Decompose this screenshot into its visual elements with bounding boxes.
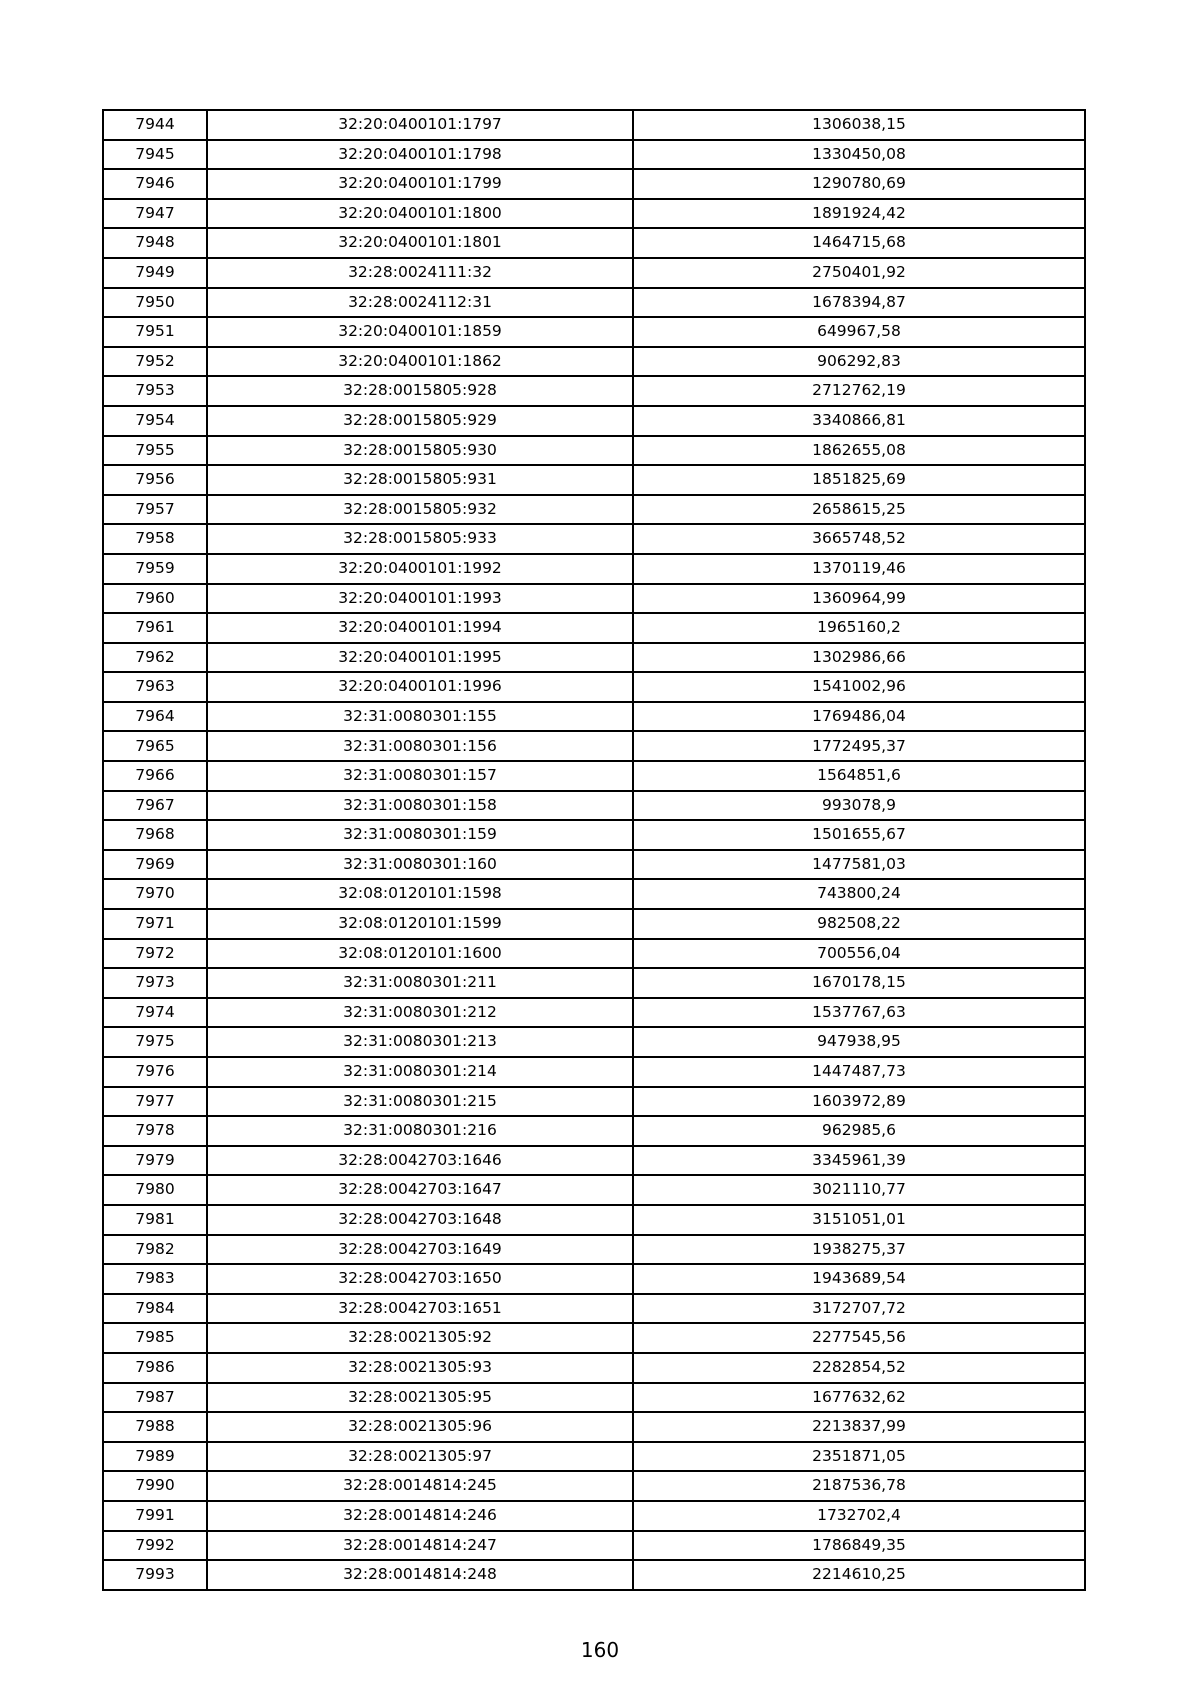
- table-row: [103, 317, 1085, 347]
- row-number-cell: 7958: [103, 524, 207, 554]
- row-number-cell: 7949: [103, 258, 207, 288]
- value-cell: 1732702,4: [633, 1501, 1085, 1531]
- cadastral-number-cell: 32:28:0014814:246: [207, 1501, 633, 1531]
- cadastral-number-cell: 32:28:0042703:1651: [207, 1294, 633, 1324]
- table-row: [103, 1264, 1085, 1294]
- row-number-cell: 7962: [103, 643, 207, 673]
- table-row: [103, 939, 1085, 969]
- value-cell: 1302986,66: [633, 643, 1085, 673]
- cadastral-number-cell: 32:20:0400101:1992: [207, 554, 633, 584]
- row-number-cell: 7985: [103, 1323, 207, 1353]
- cadastral-number-cell: 32:28:0042703:1646: [207, 1146, 633, 1176]
- table-row: [103, 495, 1085, 525]
- cadastral-number-cell: 32:20:0400101:1996: [207, 672, 633, 702]
- row-number-cell: 7979: [103, 1146, 207, 1176]
- row-number-cell: 7972: [103, 939, 207, 969]
- cadastral-number-cell: 32:28:0014814:248: [207, 1560, 633, 1590]
- table-row: [103, 554, 1085, 584]
- row-number-cell: 7980: [103, 1175, 207, 1205]
- cadastral-number-cell: 32:28:0015805:930: [207, 436, 633, 466]
- cadastral-number-cell: 32:31:0080301:158: [207, 791, 633, 821]
- table-row: [103, 288, 1085, 318]
- cadastral-number-cell: 32:20:0400101:1859: [207, 317, 633, 347]
- value-cell: 1360964,99: [633, 584, 1085, 614]
- table-row: [103, 702, 1085, 732]
- value-cell: 1938275,37: [633, 1235, 1085, 1265]
- cadastral-number-cell: 32:20:0400101:1995: [207, 643, 633, 673]
- row-number-cell: 7944: [103, 110, 207, 140]
- value-cell: 3665748,52: [633, 524, 1085, 554]
- table-row: [103, 1294, 1085, 1324]
- row-number-cell: 7967: [103, 791, 207, 821]
- row-number-cell: 7946: [103, 169, 207, 199]
- value-cell: 2214610,25: [633, 1560, 1085, 1590]
- value-cell: 982508,22: [633, 909, 1085, 939]
- cadastral-number-cell: 32:31:0080301:216: [207, 1116, 633, 1146]
- cadastral-number-cell: 32:28:0042703:1647: [207, 1175, 633, 1205]
- row-number-cell: 7970: [103, 879, 207, 909]
- row-number-cell: 7974: [103, 998, 207, 1028]
- value-cell: 906292,83: [633, 347, 1085, 377]
- table-row: [103, 258, 1085, 288]
- value-cell: 2187536,78: [633, 1471, 1085, 1501]
- cadastral-number-cell: 32:08:0120101:1600: [207, 939, 633, 969]
- value-cell: 3151051,01: [633, 1205, 1085, 1235]
- value-cell: 1290780,69: [633, 169, 1085, 199]
- cadastral-number-cell: 32:31:0080301:156: [207, 731, 633, 761]
- table-row: [103, 584, 1085, 614]
- table-row: [103, 376, 1085, 406]
- value-cell: 2213837,99: [633, 1412, 1085, 1442]
- value-cell: 1330450,08: [633, 140, 1085, 170]
- value-cell: 3345961,39: [633, 1146, 1085, 1176]
- row-number-cell: 7993: [103, 1560, 207, 1590]
- cadastral-number-cell: 32:08:0120101:1598: [207, 879, 633, 909]
- row-number-cell: 7966: [103, 761, 207, 791]
- table-row: [103, 672, 1085, 702]
- cadastral-number-cell: 32:31:0080301:157: [207, 761, 633, 791]
- value-cell: 993078,9: [633, 791, 1085, 821]
- table-row: [103, 1175, 1085, 1205]
- row-number-cell: 7969: [103, 850, 207, 880]
- row-number-cell: 7984: [103, 1294, 207, 1324]
- value-cell: 1769486,04: [633, 702, 1085, 732]
- value-cell: 1501655,67: [633, 820, 1085, 850]
- table-row: [103, 1471, 1085, 1501]
- value-cell: 1862655,08: [633, 436, 1085, 466]
- row-number-cell: 7987: [103, 1383, 207, 1413]
- value-cell: 743800,24: [633, 879, 1085, 909]
- value-cell: 962985,6: [633, 1116, 1085, 1146]
- row-number-cell: 7945: [103, 140, 207, 170]
- row-number-cell: 7964: [103, 702, 207, 732]
- table-row: [103, 199, 1085, 229]
- table-row: [103, 791, 1085, 821]
- cadastral-number-cell: 32:31:0080301:211: [207, 968, 633, 998]
- table-row: [103, 850, 1085, 880]
- table-row: [103, 1235, 1085, 1265]
- value-cell: 2658615,25: [633, 495, 1085, 525]
- row-number-cell: 7982: [103, 1235, 207, 1265]
- value-cell: 700556,04: [633, 939, 1085, 969]
- cadastral-number-cell: 32:20:0400101:1797: [207, 110, 633, 140]
- table-row: [103, 228, 1085, 258]
- value-cell: 1786849,35: [633, 1531, 1085, 1561]
- cadastral-number-cell: 32:08:0120101:1599: [207, 909, 633, 939]
- row-number-cell: 7947: [103, 199, 207, 229]
- table-row: [103, 1146, 1085, 1176]
- row-number-cell: 7977: [103, 1087, 207, 1117]
- table-row: [103, 968, 1085, 998]
- cadastral-number-cell: 32:20:0400101:1993: [207, 584, 633, 614]
- value-cell: 2351871,05: [633, 1442, 1085, 1472]
- table-row: [103, 1531, 1085, 1561]
- value-cell: 1965160,2: [633, 613, 1085, 643]
- table-row: [103, 406, 1085, 436]
- table-row: [103, 1560, 1085, 1590]
- cadastral-number-cell: 32:20:0400101:1862: [207, 347, 633, 377]
- table-row: [103, 879, 1085, 909]
- table-row: [103, 347, 1085, 377]
- cadastral-number-cell: 32:31:0080301:213: [207, 1027, 633, 1057]
- table-row: [103, 140, 1085, 170]
- cadastral-number-cell: 32:28:0042703:1648: [207, 1205, 633, 1235]
- cadastral-number-cell: 32:28:0015805:929: [207, 406, 633, 436]
- cadastral-number-cell: 32:28:0014814:247: [207, 1531, 633, 1561]
- row-number-cell: 7986: [103, 1353, 207, 1383]
- table-row: [103, 761, 1085, 791]
- row-number-cell: 7953: [103, 376, 207, 406]
- table-row: [103, 524, 1085, 554]
- row-number-cell: 7988: [103, 1412, 207, 1442]
- table-row: [103, 643, 1085, 673]
- value-cell: 1678394,87: [633, 288, 1085, 318]
- row-number-cell: 7991: [103, 1501, 207, 1531]
- cadastral-number-cell: 32:28:0042703:1649: [207, 1235, 633, 1265]
- cadastral-number-cell: 32:20:0400101:1800: [207, 199, 633, 229]
- value-cell: 2277545,56: [633, 1323, 1085, 1353]
- value-cell: 1564851,6: [633, 761, 1085, 791]
- cadastral-number-cell: 32:28:0015805:932: [207, 495, 633, 525]
- value-cell: 2750401,92: [633, 258, 1085, 288]
- cadastral-number-cell: 32:31:0080301:214: [207, 1057, 633, 1087]
- table-row: [103, 169, 1085, 199]
- cadastral-number-cell: 32:20:0400101:1798: [207, 140, 633, 170]
- value-cell: 3172707,72: [633, 1294, 1085, 1324]
- row-number-cell: 7983: [103, 1264, 207, 1294]
- table-row: [103, 110, 1085, 140]
- cadastral-number-cell: 32:20:0400101:1994: [207, 613, 633, 643]
- row-number-cell: 7971: [103, 909, 207, 939]
- table-row: [103, 1442, 1085, 1472]
- value-cell: 1370119,46: [633, 554, 1085, 584]
- cadastral-number-cell: 32:28:0015805:931: [207, 465, 633, 495]
- value-cell: 1447487,73: [633, 1057, 1085, 1087]
- value-cell: 1603972,89: [633, 1087, 1085, 1117]
- row-number-cell: 7957: [103, 495, 207, 525]
- value-cell: 1306038,15: [633, 110, 1085, 140]
- value-cell: 947938,95: [633, 1027, 1085, 1057]
- cadastral-number-cell: 32:31:0080301:155: [207, 702, 633, 732]
- row-number-cell: 7954: [103, 406, 207, 436]
- value-cell: 2712762,19: [633, 376, 1085, 406]
- value-cell: 1891924,42: [633, 199, 1085, 229]
- value-cell: 1677632,62: [633, 1383, 1085, 1413]
- table-row: [103, 1383, 1085, 1413]
- cadastral-number-cell: 32:31:0080301:160: [207, 850, 633, 880]
- cadastral-number-cell: 32:28:0021305:97: [207, 1442, 633, 1472]
- table-row: [103, 465, 1085, 495]
- cadastral-number-cell: 32:28:0021305:95: [207, 1383, 633, 1413]
- row-number-cell: 7948: [103, 228, 207, 258]
- cadastral-number-cell: 32:31:0080301:212: [207, 998, 633, 1028]
- cadastral-number-cell: 32:28:0014814:245: [207, 1471, 633, 1501]
- table-row: [103, 1353, 1085, 1383]
- table-row: [103, 998, 1085, 1028]
- row-number-cell: 7965: [103, 731, 207, 761]
- row-number-cell: 7990: [103, 1471, 207, 1501]
- cadastral-number-cell: 32:28:0015805:933: [207, 524, 633, 554]
- table-row: [103, 1323, 1085, 1353]
- row-number-cell: 7951: [103, 317, 207, 347]
- value-cell: 3021110,77: [633, 1175, 1085, 1205]
- table-row: [103, 1057, 1085, 1087]
- table-row: [103, 1087, 1085, 1117]
- value-cell: 1541002,96: [633, 672, 1085, 702]
- cadastral-number-cell: 32:20:0400101:1801: [207, 228, 633, 258]
- row-number-cell: 7978: [103, 1116, 207, 1146]
- cadastral-number-cell: 32:28:0015805:928: [207, 376, 633, 406]
- table-row: [103, 909, 1085, 939]
- row-number-cell: 7959: [103, 554, 207, 584]
- row-number-cell: 7973: [103, 968, 207, 998]
- table-row: [103, 1205, 1085, 1235]
- value-cell: 1851825,69: [633, 465, 1085, 495]
- table-body: [103, 110, 1085, 1590]
- page-number: 160: [580, 1638, 620, 1662]
- value-cell: 2282854,52: [633, 1353, 1085, 1383]
- table-row: [103, 613, 1085, 643]
- row-number-cell: 7963: [103, 672, 207, 702]
- table-row: [103, 820, 1085, 850]
- table-row: [103, 1412, 1085, 1442]
- value-cell: 1943689,54: [633, 1264, 1085, 1294]
- row-number-cell: 7950: [103, 288, 207, 318]
- row-number-cell: 7975: [103, 1027, 207, 1057]
- data-table: [102, 109, 1086, 1591]
- row-number-cell: 7952: [103, 347, 207, 377]
- table-row: [103, 1116, 1085, 1146]
- row-number-cell: 7976: [103, 1057, 207, 1087]
- value-cell: 649967,58: [633, 317, 1085, 347]
- value-cell: 1772495,37: [633, 731, 1085, 761]
- table-row: [103, 731, 1085, 761]
- cadastral-number-cell: 32:28:0021305:92: [207, 1323, 633, 1353]
- cadastral-number-cell: 32:31:0080301:159: [207, 820, 633, 850]
- value-cell: 1670178,15: [633, 968, 1085, 998]
- cadastral-number-cell: 32:28:0024112:31: [207, 288, 633, 318]
- row-number-cell: 7956: [103, 465, 207, 495]
- cadastral-number-cell: 32:28:0021305:93: [207, 1353, 633, 1383]
- row-number-cell: 7960: [103, 584, 207, 614]
- value-cell: 1537767,63: [633, 998, 1085, 1028]
- table-row: [103, 1501, 1085, 1531]
- value-cell: 3340866,81: [633, 406, 1085, 436]
- table-row: [103, 1027, 1085, 1057]
- cadastral-number-cell: 32:20:0400101:1799: [207, 169, 633, 199]
- row-number-cell: 7992: [103, 1531, 207, 1561]
- row-number-cell: 7981: [103, 1205, 207, 1235]
- cadastral-number-cell: 32:31:0080301:215: [207, 1087, 633, 1117]
- row-number-cell: 7968: [103, 820, 207, 850]
- cadastral-number-cell: 32:28:0021305:96: [207, 1412, 633, 1442]
- value-cell: 1477581,03: [633, 850, 1085, 880]
- cadastral-number-cell: 32:28:0042703:1650: [207, 1264, 633, 1294]
- value-cell: 1464715,68: [633, 228, 1085, 258]
- row-number-cell: 7961: [103, 613, 207, 643]
- row-number-cell: 7955: [103, 436, 207, 466]
- table-row: [103, 436, 1085, 466]
- cadastral-number-cell: 32:28:0024111:32: [207, 258, 633, 288]
- row-number-cell: 7989: [103, 1442, 207, 1472]
